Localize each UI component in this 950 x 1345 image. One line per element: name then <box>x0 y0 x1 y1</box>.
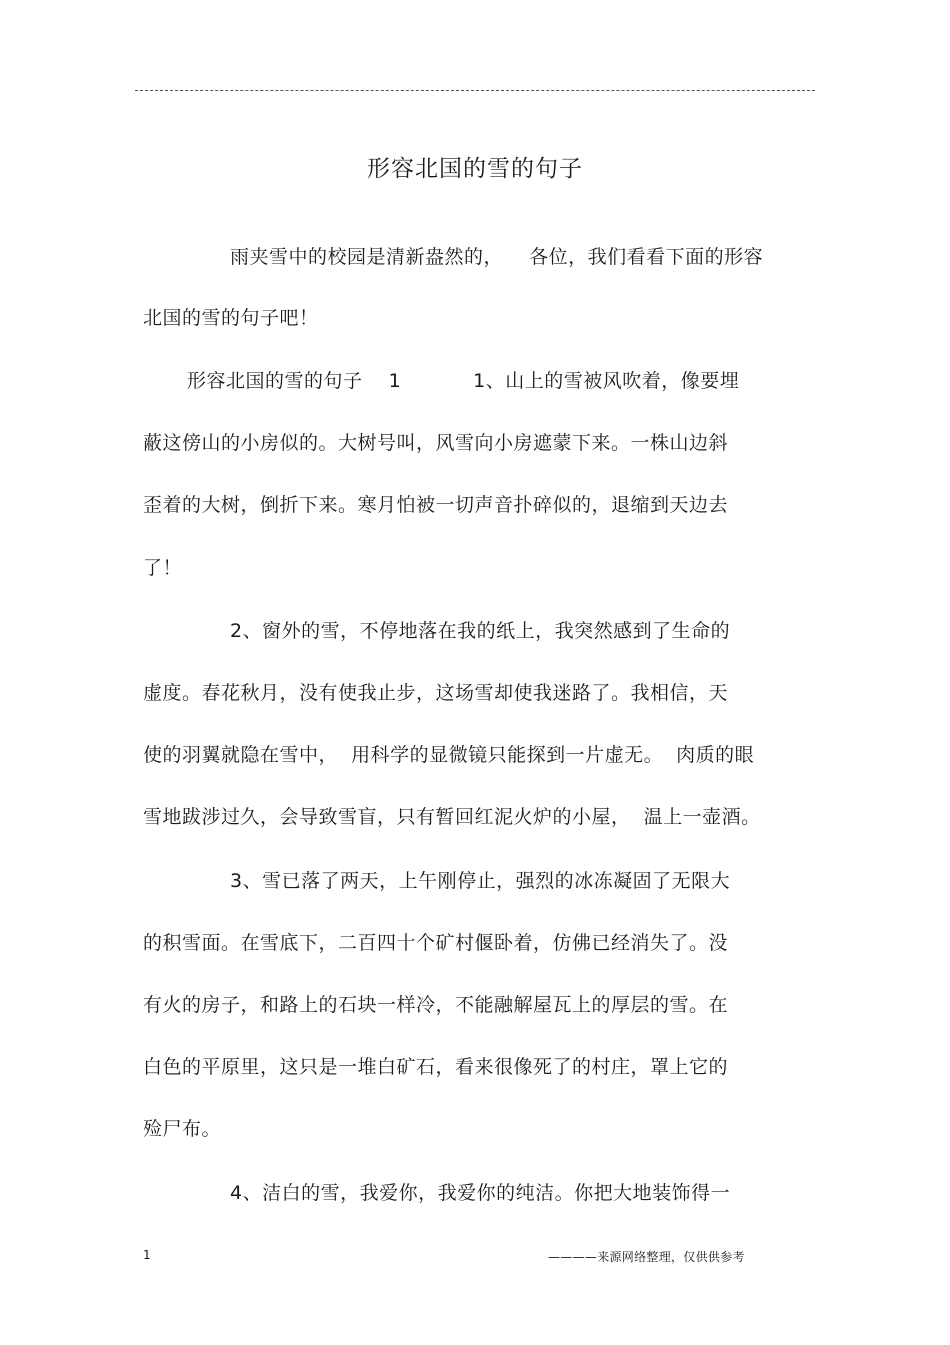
paragraph-line: 了！ <box>143 557 183 579</box>
document-title: 形容北国的雪的句子 <box>367 156 583 182</box>
paragraph-line: 2、窗外的雪，不停地落在我的纸上，我突然感到了生命的 <box>230 620 731 642</box>
paragraph-line: 白色的平原里，这只是一堆白矿石，看来很像死了的村庄，罩上它的 <box>143 1056 729 1078</box>
paragraph-line: 使的羽翼就隐在雪中， 用科学的显微镜只能探到一片虚无。 肉质的眼 <box>143 744 755 766</box>
paragraph-line: 3、雪已落了两天，上午刚停止，强烈的冰冻凝固了无限大 <box>230 870 731 892</box>
paragraph-line: 雪地跋涉过久，会导致雪盲，只有暂回红泥火炉的小屋， 温上一壶酒。 <box>143 806 761 828</box>
paragraph-line: 有火的房子，和路上的石块一样冷，不能融解屋瓦上的厚层的雪。在 <box>143 994 729 1016</box>
paragraph-line: 雨夹雪中的校园是清新盎然的， 各位，我们看看下面的形容 <box>230 246 764 268</box>
paragraph-line: 4、洁白的雪，我爱你，我爱你的纯洁。你把大地装饰得一 <box>230 1182 731 1204</box>
paragraph-line: 歪着的大树，倒折下来。寒月怕被一切声音扑碎似的，退缩到天边去 <box>143 494 729 516</box>
paragraph-line: 的积雪面。在雪底下，二百四十个矿村偃卧着，仿佛已经消失了。没 <box>143 932 729 954</box>
footer-source-note: ————来源网络整理，仅供供参考 <box>548 1250 745 1264</box>
header-dashed-rule <box>135 90 815 91</box>
paragraph-line: 蔽这傍山的小房似的。大树号叫，风雪向小房遮蒙下来。一株山边斜 <box>143 432 729 454</box>
paragraph-line: 形容北国的雪的句子 1 1、山上的雪被风吹着，像要埋 <box>187 370 740 392</box>
paragraph-line: 殓尸布。 <box>143 1118 222 1140</box>
paragraph-line: 北国的雪的句子吧！ <box>143 307 319 329</box>
footer-page-number: 1 <box>143 1248 151 1262</box>
paragraph-line: 虚度。春花秋月，没有使我止步，这场雪却使我迷路了。我相信，天 <box>143 682 729 704</box>
